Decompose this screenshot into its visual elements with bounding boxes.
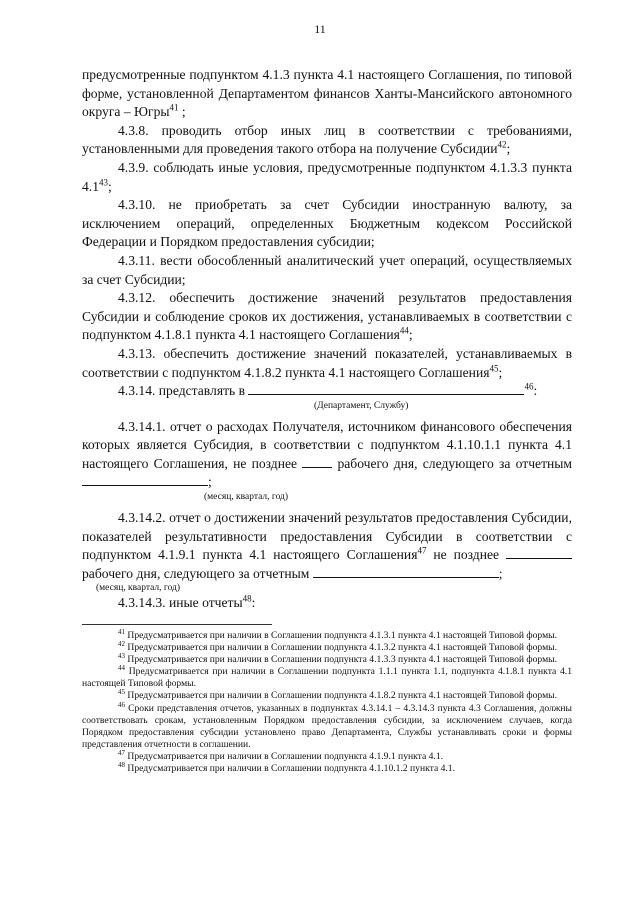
document-body	[82, 66, 572, 613]
footnote-ref-48: 48	[242, 593, 252, 604]
page-number: 11	[314, 22, 326, 36]
paragraph-subsidy-report-form: предусмотренные подпунктом 4.1.3 пункта 4.1 настоящего Соглашения, по типовой форме, установленной Департаментом финансов Ханты-Мансийского автономного округа – Югры$^{41}$ ;	[82, 67, 572, 120]
recipient-blank-line[interactable]	[248, 382, 524, 395]
period-caption-1: (месяц, квартал, год)	[204, 492, 289, 503]
footnote-47: $^{47}$ Предусматривается при наличии в Соглашении подпункта 4.1.9.1 пункта 4.1.	[118, 748, 444, 762]
footnote-45: $^{45}$ Предусматривается при наличии в Соглашении подпункта 4.1.8.2 пункта 4.1 настоящей Типовой формы.	[118, 688, 557, 702]
footnote-ref-42: 42	[497, 139, 507, 150]
footnote-42: $^{42}$ Предусматривается при наличии в Соглашении подпункта 4.1.3.2 пункта 4.1 настоящей Типовой формы.	[118, 639, 557, 654]
period-caption-2: (месяц, квартал, год)	[96, 583, 181, 594]
paragraph-4-3-14-2: 4.3.14.2. отчет о достижении значений результатов предоставления Субсидии, показателей результативности предоставления Субсидии в соответствии с подпунктом 4.1.9.1 пункта 4.1 настоящего Соглашения$^{47}$ не позднее рабочего дня, следующего за отчетным ;	[82, 510, 572, 581]
paragraph-4-3-8: 4.3.8. проводить отбор иных лиц в соответствии с требованиями, установленными для проведения такого отбора на получение Субсидии$^{42}$;	[82, 122, 572, 157]
paragraph-4-3-10: 4.3.10. не приобретать за счет Субсидии иностранную валюту, за исключением операций, определенных Бюджетным кодексом Российской Федерации и Порядком предоставления субсидии;	[82, 197, 572, 250]
footnote-separator	[82, 624, 272, 625]
footnote-ref-46: 46	[524, 381, 534, 392]
footnote-48: $^{48}$ Предусматривается при наличии в Соглашении подпункта 4.1.10.1.2 пункта 4.1.	[118, 760, 456, 775]
paragraph-4-3-12: 4.3.12. обеспечить достижение значений результатов предоставления Субсидии и соблюдение сроков их достижения, устанавливаемых в соответствии с подпунктом 4.1.8.1 пункта 4.1 настоящего Соглашения$^{44}$;	[82, 290, 572, 343]
recipient-caption: (Департамент, Службу)	[314, 400, 409, 411]
footnote-ref-41: 41	[169, 102, 179, 113]
footnote-ref-47: 47	[417, 545, 427, 556]
paragraph-4-3-13: 4.3.13. обеспечить достижение значений показателей, устанавливаемых в соответствии с подпунктом 4.1.8.2 пункта 4.1 настоящего Соглашения$^{45}$;	[82, 345, 572, 380]
footnote-41: $^{41}$ Предусматривается при наличии в Соглашении подпункта 4.1.3.1 пункта 4.1 настоящей Типовой формы.	[118, 627, 557, 641]
paragraph-4-3-9: 4.3.9. соблюдать иные условия, предусмотренные подпунктом 4.1.3.3 пункта $4.1^{43}$;	[82, 159, 572, 194]
deadline-days-blank-2[interactable]	[506, 546, 572, 559]
period-blank-line-2[interactable]	[313, 565, 499, 578]
footnotes	[82, 627, 572, 775]
paragraph-4-3-14-1: 4.3.14.1. отчет о расходах Получателя, источником финансового обеспечения которых является Субсидия, в соответствии с подпунктом 4.1.10.1.1 пункта 4.1 настоящего Соглашения, не позднее рабочего дня, следующего за отчетным ;	[82, 418, 573, 490]
footnote-ref-45: 45	[489, 362, 499, 373]
footnote-43: $^{43}$ Предусматривается при наличии в Соглашении подпункта 4.1.3.3 пункта 4.1 настоящей Типовой формы.	[118, 652, 557, 666]
period-blank-line[interactable]	[82, 473, 208, 486]
paragraph-4-3-14-3: 4.3.14.3. иные отчеты$^{48}$:	[118, 593, 256, 611]
deadline-days-blank[interactable]	[302, 455, 332, 468]
footnote-44: $^{44}$ Предусматривается при наличии в Соглашении подпункта 1.1.1 пункта 1.1, подпункта 4.1.8.1 пункта 4.1 настоящей Типовой формы.	[82, 664, 572, 690]
paragraph-4-3-14: 4.3.14. представлять в $^{46}$:	[118, 381, 538, 399]
footnote-46: $^{46}$ Сроки представления отчетов, указанных в подпунктах 4.3.14.1 – 4.3.14.3 пункта 4.3 Соглашения, должны соответствовать срокам, установленным Порядком предоставления субсидии, за исключением случаев, когда Порядком предоставления субсидии установлено право Департамента, Службы устанавливать сроки и формы представления отчетности в соглашении.	[82, 700, 572, 750]
footnote-ref-44: 44	[399, 325, 409, 336]
paragraph-4-3-11: 4.3.11. вести обособленный аналитический учет операций, осуществляемых за счет Субсидии;	[82, 252, 572, 287]
footnote-ref-43: 43	[99, 177, 108, 188]
